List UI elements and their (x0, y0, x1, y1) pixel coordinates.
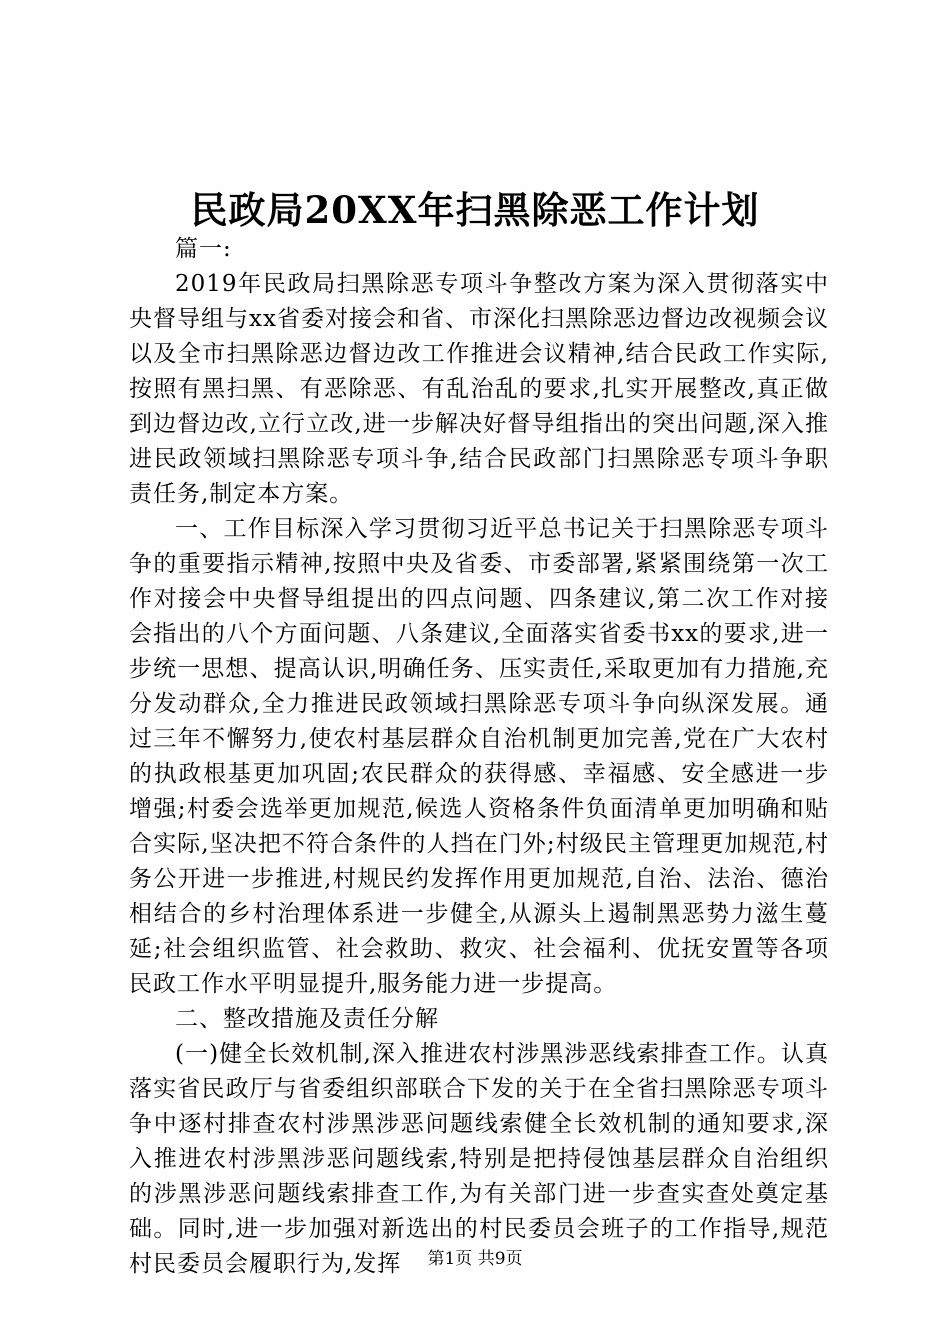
paragraph-intro: 2019年民政局扫黑除恶专项斗争整改方案为深入贯彻落实中央督导组与xx省委对接会和省、市深化扫黑除恶边督边改视频会议以及全市扫黑除恶边督边改工作推进会议精神,结合民政工作实际,按照有黑扫黑、有恶除恶、有乱治乱的要求,扎实开展整改,真正做到边督边改,立行立改,进一步解决好督导组指出的突出问题,深入推进民政领域扫黑除恶专项斗争,结合民政部门扫黑除恶专项斗争职责任务,制定本方案。 (129, 271, 829, 507)
document-body (129, 232, 829, 1282)
paragraph-heading: 篇一: (175, 236, 232, 262)
paragraph-work-goals: 一、工作目标深入学习贯彻习近平总书记关于扫黑除恶专项斗争的重要指示精神,按照中央及省委、市委部署,紧紧围绕第一次工作对接会中央督导组提出的四点问题、四条建议,第二次工作对接会指出的八个方面问题、八条建议,全面落实省委书xx的要求,进一步统一思想、提高认识,明确任务、压实责任,采取更加有力措施,充分发动群众,全力推进民政领域扫黑除恶专项斗争向纵深发展。通过三年不懈努力,使农村基层群众自治机制更加完善,党在广大农村的执政根基更加巩固;农民群众的获得感、幸福感、安全感进一步增强;村委会选举更加规范,候选人资格条件负面清单更加明确和贴合实际,坚决把不符合条件的人挡在门外;村级民主管理更加规范,村务公开进一步推进,村规民约发挥作用更加规范,自治、法治、德治相结合的乡村治理体系进一步健全,从源头上遏制黑恶势力滋生蔓延;社会组织监管、社会救助、救灾、社会福利、优抚安置等各项民政工作水平明显提升,服务能力进一步提高。 (129, 516, 829, 997)
page-number: 第1页 共9页 (427, 1249, 523, 1269)
paragraph-measure-one: (一)健全长效机制,深入推进农村涉黑涉恶线索排查工作。认真落实省民政厅与省委组织部联合下发的关于在全省扫黑除恶专项斗争中逐村排查农村涉黑涉恶问题线索健全长效机制的通知要求,深入推进农村涉黑涉恶问题线索,特别是把持侵蚀基层群众自治组织的涉黑涉恶问题线索排查工作,为有关部门进一步查实查处奠定基础。同时,进一步加强对新选出的村民委员会班子的工作指导,规范村民委员会履职行为,发挥 (129, 1041, 829, 1277)
document-title: 民政局20XX年扫黑除恶工作计划 (190, 188, 760, 232)
paragraph-section-heading: 二、整改措施及责任分解 (175, 1006, 439, 1032)
